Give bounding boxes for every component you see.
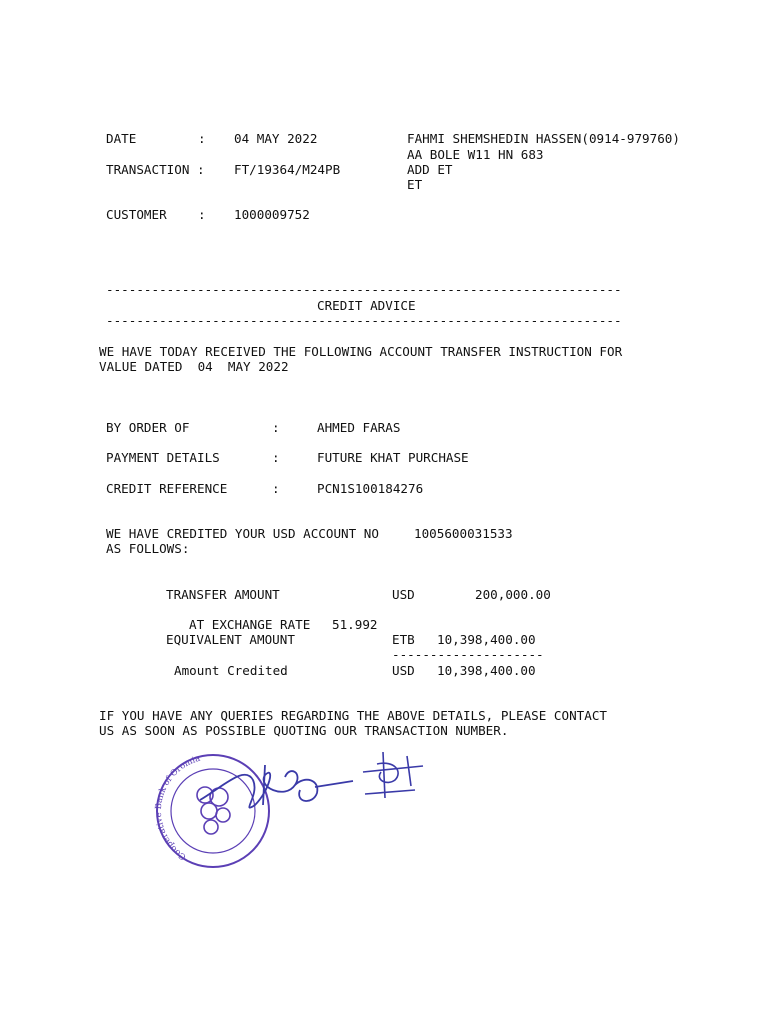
intro-line1: WE HAVE TODAY RECEIVED THE FOLLOWING ACCOUNT TRANSFER INSTRUCTION FOR (99, 344, 623, 359)
stamp-ring-text: Cooperative Bank of Oromia (153, 753, 202, 862)
addressee-line3: ADD ET (407, 162, 453, 177)
customer-separator: : (198, 207, 206, 222)
customer-label: CUSTOMER (106, 207, 167, 222)
payment-details-separator: : (272, 450, 280, 465)
amount-credited-label: Amount Credited (174, 663, 288, 678)
signature-mark (355, 750, 430, 800)
equivalent-amount-label: EQUIVALENT AMOUNT (166, 632, 295, 647)
divider-bottom: -------------------------------------------------------------------- (106, 313, 622, 328)
date-value: 04 MAY 2022 (234, 131, 318, 146)
stamp-emblem (197, 787, 230, 834)
by-order-separator: : (272, 420, 280, 435)
footer-line1: IF YOU HAVE ANY QUERIES REGARDING THE ABOVE DETAILS, PLEASE CONTACT (99, 708, 607, 723)
signature-scribble (200, 765, 353, 808)
payment-details-label: PAYMENT DETAILS (106, 450, 220, 465)
document-title: CREDIT ADVICE (317, 298, 416, 313)
credit-reference-separator: : (272, 481, 280, 496)
addressee-line4: ET (407, 177, 423, 192)
transfer-amount-value: 200,000.00 (475, 587, 551, 602)
exchange-rate-value: 51.992 (332, 617, 378, 632)
addressee-name: FAHMI SHEMSHEDIN HASSEN(0914-979760) (407, 131, 680, 146)
credited-line1: WE HAVE CREDITED YOUR USD ACCOUNT NO (106, 526, 379, 541)
addressee-line2: AA BOLE W11 HN 683 (407, 147, 544, 162)
credited-line2: AS FOLLOWS: (106, 541, 190, 556)
transfer-amount-label: TRANSFER AMOUNT (166, 587, 280, 602)
date-separator: : (198, 131, 206, 146)
sum-rule: -------------------- (392, 647, 544, 662)
by-order-value: AHMED FARAS (317, 420, 401, 435)
date-label: DATE (106, 131, 137, 146)
transaction-value: FT/19364/M24PB (234, 162, 341, 177)
exchange-rate-label: AT EXCHANGE RATE (189, 617, 311, 632)
amount-credited-currency: USD (392, 663, 415, 678)
amount-credited-value: 10,398,400.00 (437, 663, 536, 678)
stamp-inner-ring (171, 769, 255, 853)
footer-line2: US AS SOON AS POSSIBLE QUOTING OUR TRANSACTION NUMBER. (99, 723, 509, 738)
by-order-label: BY ORDER OF (106, 420, 190, 435)
intro-line2: VALUE DATED 04 MAY 2022 (99, 359, 289, 374)
customer-value: 1000009752 (234, 207, 310, 222)
credit-reference-value: PCN1S100184276 (317, 481, 424, 496)
transfer-currency: USD (392, 587, 415, 602)
equivalent-currency: ETB (392, 632, 415, 647)
payment-details-value: FUTURE KHAT PURCHASE (317, 450, 469, 465)
credited-account-number: 1005600031533 (414, 526, 513, 541)
credit-reference-label: CREDIT REFERENCE (106, 481, 228, 496)
equivalent-amount-value: 10,398,400.00 (437, 632, 536, 647)
bank-stamp (145, 745, 355, 870)
transaction-label: TRANSACTION : (106, 162, 205, 177)
divider-top: -------------------------------------------------------------------- (106, 282, 622, 297)
